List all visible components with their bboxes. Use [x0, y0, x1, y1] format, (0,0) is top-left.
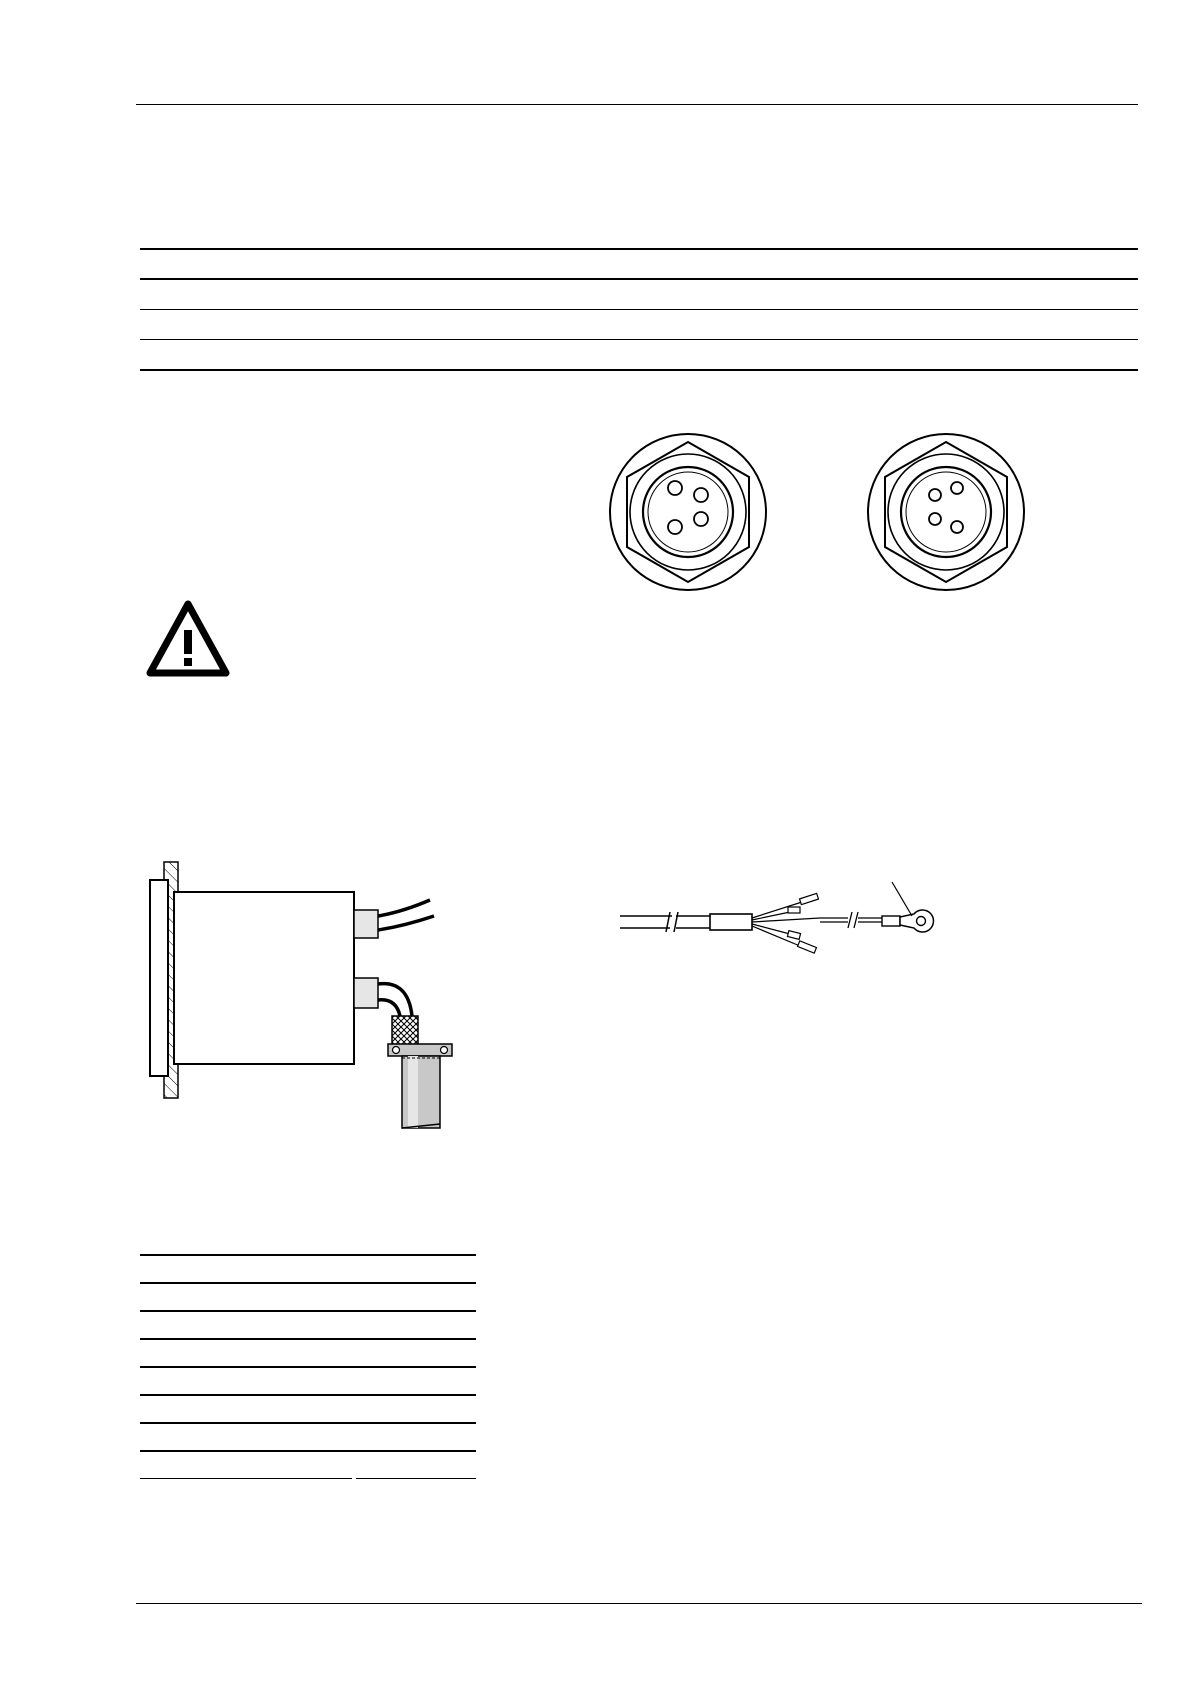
header-rule	[136, 104, 1138, 105]
table-top-rule	[140, 248, 1138, 250]
instrument-side-view-icon	[140, 856, 480, 1132]
table-bottom-rule	[140, 1422, 476, 1424]
table-bottom-rule	[356, 1478, 476, 1479]
table-bottom-rule	[140, 1310, 476, 1312]
table-top-rule	[140, 339, 1138, 340]
table-top-rule	[140, 278, 1138, 280]
table-bottom-rule	[140, 1450, 476, 1452]
footer-rule	[136, 1603, 1142, 1604]
connector-female-icon	[608, 432, 768, 592]
table-bottom-rule	[140, 1366, 476, 1368]
table-bottom-rule	[140, 1282, 476, 1284]
cable-end-icon	[620, 876, 960, 966]
table-bottom-rule	[140, 1394, 476, 1396]
connector-male-icon	[866, 432, 1026, 592]
table-bottom-rule	[140, 1478, 352, 1479]
warning-triangle-icon	[146, 600, 230, 678]
table-top-rule	[140, 309, 1138, 310]
table-bottom-rule	[140, 1338, 476, 1340]
table-bottom-rule	[140, 1254, 476, 1256]
table-top-rule	[140, 369, 1138, 371]
